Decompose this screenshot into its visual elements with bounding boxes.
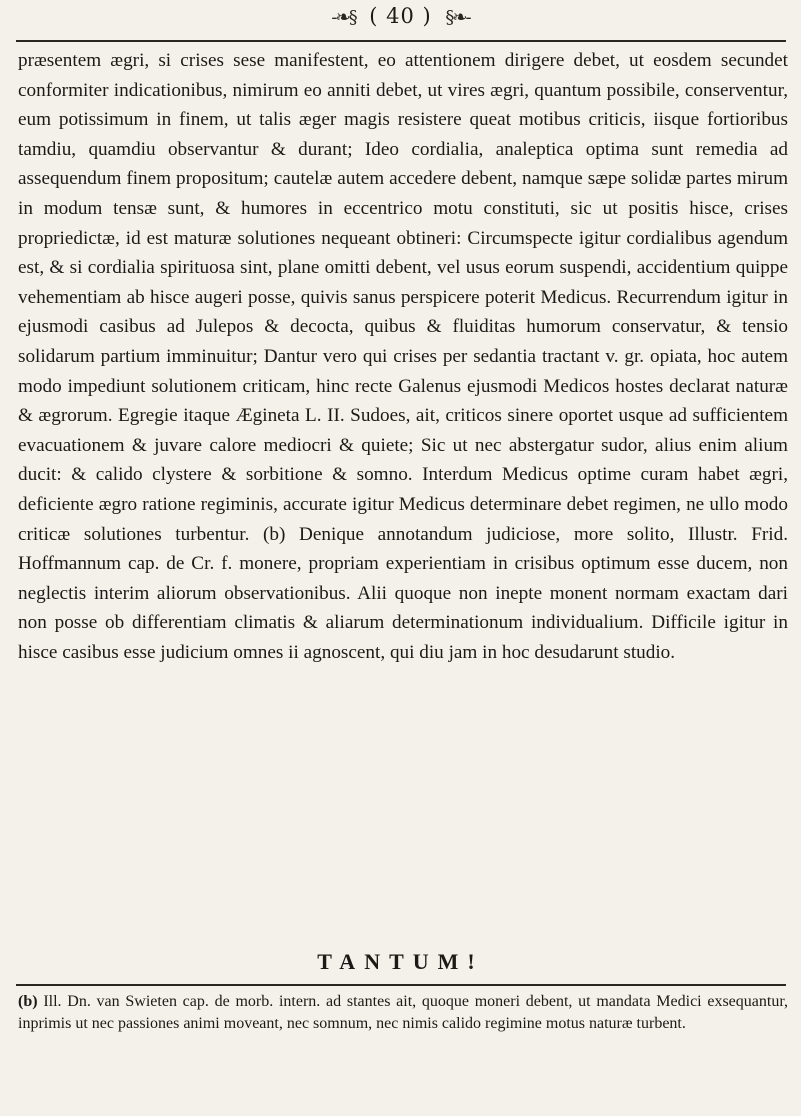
page-number: ( 40 ) [369, 4, 432, 28]
footnote [18, 991, 788, 1035]
page-header [0, 4, 801, 28]
header-ornament-right: §❧- [445, 7, 470, 28]
header-rule [16, 40, 786, 42]
main-text [18, 46, 788, 667]
header-ornament-left: -❧§ [331, 7, 356, 28]
body-paragraph: præsentem ægri, si crises sese manifestent, eo attentionem dirigere debet, ut eosdem secundet conformiter indicationibus, nimirum eo anniti debet, ut vires ægri, quantum possibile, conserventur, eum potissimum in finem, ut talis æger magis resistere queat motibus criticis, iisque fortioribus tamdiu, quamdiu observantur & durant; Ideo cordialia, analeptica optima sunt remedia ad assequendum finem propositum; cautelæ autem accedere debent, namque sæpe solidæ partes mirum in modum tensæ sunt, & humores in eccentrico motu constituti, sic ut positis hisce, crises propriedictæ, id est maturæ solutiones nequeant obtineri: Circumspecte igitur cordialibus agendum est, & si cordialia spirituosa sint, plane omitti debent, vel usus eorum suspendi, accidentium quippe vehementiam ab hisce augeri posse, quivis sanus perspicere poterit Medicus. Recurrendum igitur in ejusmodi casibus ad Julepos & decocta, quibus & fluiditas humorum conservatur, & tensio solidarum partium imminuitur; Dantur vero qui crises per sedantia tractant v. gr. opiata, hoc autem modo impediunt solutionem criticam, hinc recte Galenus ejusmodi Medicos hostes declarat naturæ & ægrorum. Egregie itaque Ægineta L. II. Sudoes, ait, criticos sinere oportet usque ad sufficientem evacuationem & juvare calore mediocri & quiete; Sic ut nec abstergatur sudor, alius enim alium ducit: & calido clystere & sorbitione & somno. Interdum Medicus optime curam habet ægri, deficiente ægro ratione regiminis, accurate igitur Medicus determinare debet regimen, ne ullo modo criticæ solutiones turbentur. (b) Denique annotandum judiciose, more solito, Illustr. Frid. Hoffmannum cap. de Cr. f. monere, propriam experientiam in crisibus optimum esse ducem, non neglectis interim aliorum observationibus. Alii quoque non inepte monent normam exactam dari non posse ob differentiam climatis & aliarum determinationum individualium. Difficile igitur in hisce casibus esse judicium omnes ii agnoscent, qui diu jam in hoc desudarunt studio. [18, 50, 788, 663]
footnote-text: Ill. Dn. van Swieten cap. de morb. intern. ad stantes ait, quoque moneri debent, ut mandata Medici exsequantur, inprimis ut nec passiones animi moveant, nec somnum, nec nimis calido regimine motus naturæ turbent. [18, 993, 789, 1032]
footnote-mark: (b) [18, 993, 38, 1010]
footnote-rule [16, 984, 786, 986]
finis-heading: TANTUM! [317, 949, 484, 974]
